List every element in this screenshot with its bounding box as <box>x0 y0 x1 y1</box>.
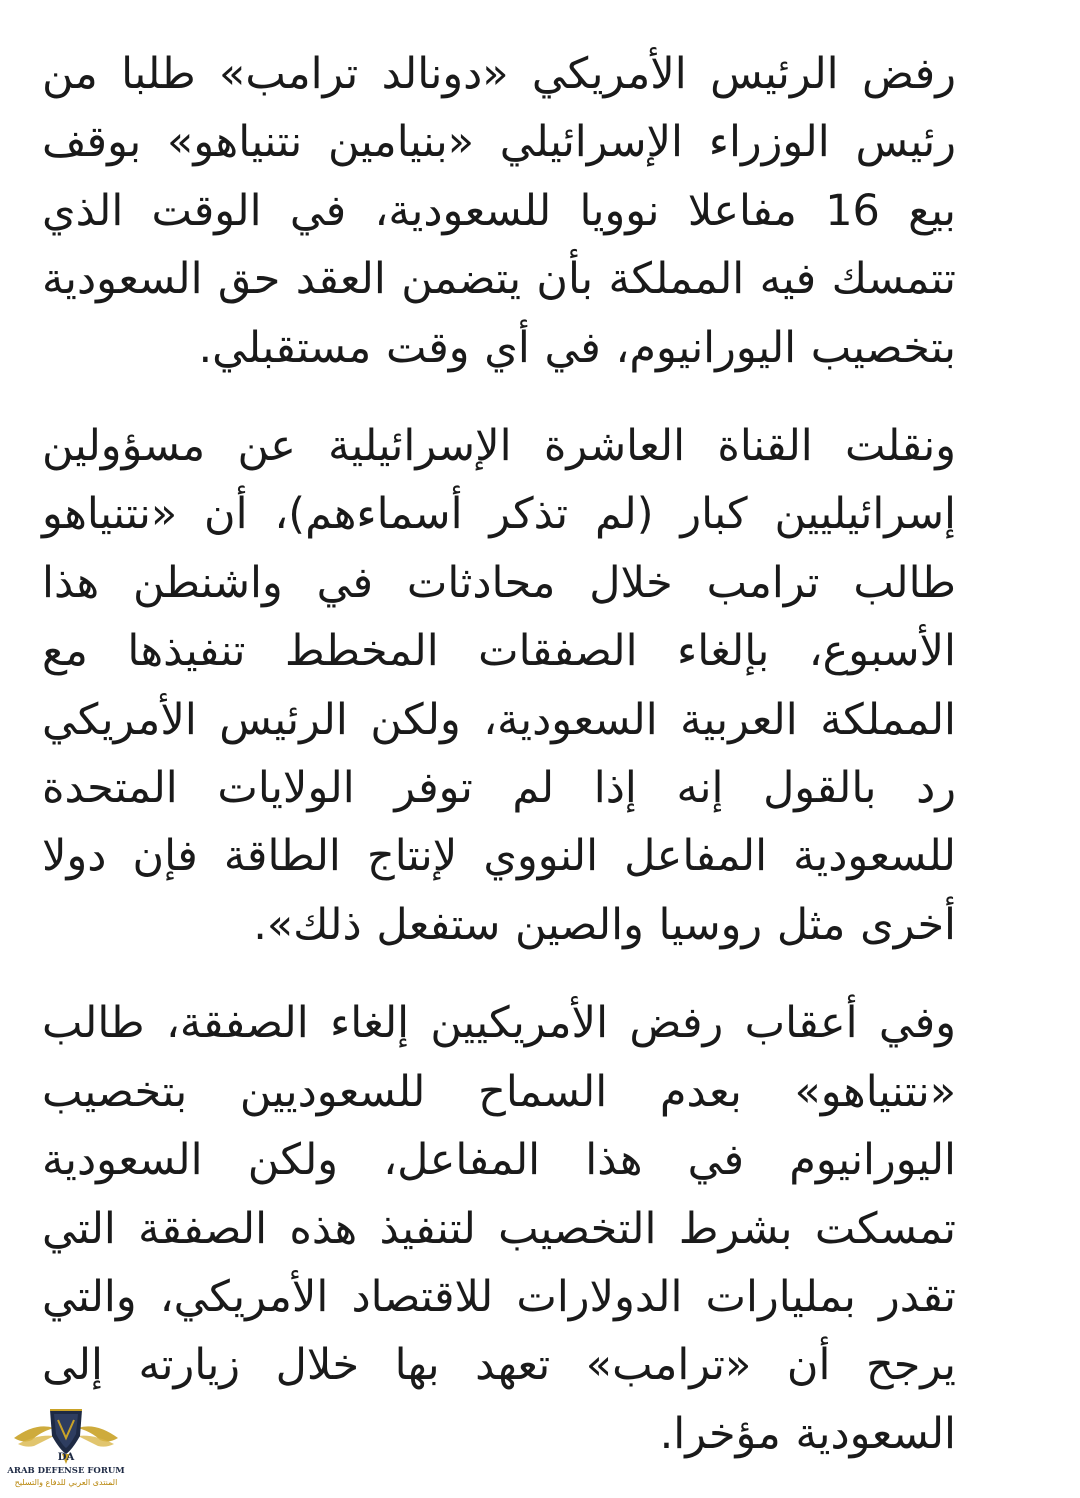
watermark-name-ar: المنتدى العربي للدفاع والتسليح <box>14 1478 118 1487</box>
paragraph-1: رفض الرئيس الأمريكي «دونالد ترامب» طلبا من رئيس الوزراء الإسرائيلي «بنيامين نتنياهو» بوقف بيع 16 مفاعلا نوويا للسعودية، في الوقت الذي تتمسك فيه المملكة بأن يتضمن العقد حق السعودية بتخصيب اليورانيوم، في أي وقت مستقبلي. <box>42 49 956 373</box>
watermark-name-en: ARAB DEFENSE FORUM <box>7 1466 125 1476</box>
forum-watermark-logo <box>6 1398 126 1490</box>
paragraph-2: ونقلت القناة العاشرة الإسرائيلية عن مسؤولين إسرائيليين كبار (لم تذكر أسماءهم)، أن «نتنياهو طالب ترامب خلال محادثات في واشنطن هذا الأسبوع، بإلغاء الصفقات المخطط تنفيذها مع المملكة العربية السعودية، ولكن الرئيس الأمريكي رد بالقول إنه إذا لم توفر الولايات المتحدة للسعودية المفاعل النووي لإنتاج الطاقة فإن دولا أخرى مثل روسيا والصين ستفعل ذلك». <box>42 421 956 950</box>
paragraph-3: وفي أعقاب رفض الأمريكيين إلغاء الصفقة، طالب «نتنياهو» بعدم السماح للسعوديين بتخصيب اليورانيوم في هذا المفاعل، ولكن السعودية تمسكت بشرط التخصيب لتنفيذ هذه الصفقة التي تقدر بمليارات الدولارات للاقتصاد الأمريكي، والتي يرجح أن «ترامب» تعهد بها خلال زيارته إلى السعودية مؤخرا. <box>42 998 956 1459</box>
watermark-monogram: DA <box>57 1452 75 1463</box>
article-body <box>42 40 956 1498</box>
